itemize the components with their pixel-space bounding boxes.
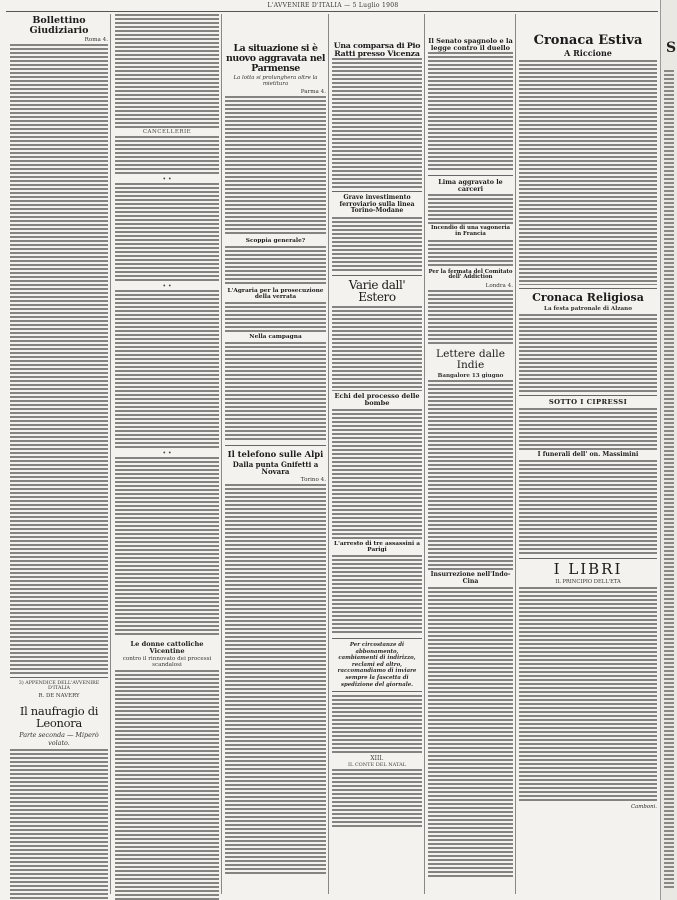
article-body (115, 183, 219, 283)
article-body (519, 587, 657, 802)
article-body (10, 44, 108, 674)
headline-cronaca-religiosa: Cronaca Religiosa (532, 291, 644, 305)
article-body (225, 302, 326, 332)
subhead-bombe: Echi del processo delle bombe (334, 392, 420, 407)
column-rule (110, 14, 111, 894)
separator (519, 395, 657, 396)
dateline: Roma 4. (84, 36, 108, 43)
article-body (332, 58, 422, 188)
article-body (332, 695, 422, 755)
headline-parmense: La situazione si è nuovo aggravata nel Parmense (226, 43, 325, 74)
subhead-incendio: Incendio di una vagoneria in Francia (431, 225, 510, 237)
subhead-donne-cattoliche: Le donne cattoliche Vicentine (130, 640, 204, 655)
headline-bollettino: Bollettino Giudiziario (29, 15, 89, 36)
subhead-funerali: I funerali dell' on. Massimini (537, 450, 639, 458)
headline-telefono: Il telefono sulle Alpi (227, 448, 324, 459)
issue-date: 5 Luglio 1908 (352, 2, 399, 9)
column-2 (115, 14, 219, 894)
column-3 (225, 14, 326, 894)
masthead-rule (6, 11, 658, 12)
column-rule (328, 14, 329, 894)
column-5 (428, 14, 513, 894)
story-subtitle: Parte seconda — Miperò volato. (19, 731, 99, 748)
paper-name: L'AVVENIRE D'ITALIA (267, 2, 342, 9)
signature: Camboni. (630, 803, 657, 810)
headline-sub: Dalla punta Gnifetti a Novara (232, 459, 319, 477)
headline-estero: Varie dall' Estero (348, 277, 406, 305)
article-body (428, 380, 513, 570)
column-rule (221, 14, 222, 894)
subhead-parigi: L'arresto di tre assassini a Parigi (334, 540, 420, 553)
separator (332, 191, 422, 192)
separator (10, 677, 108, 678)
article-body (332, 306, 422, 391)
dateline: Parma 4. (300, 88, 326, 95)
headline-indie: Lettere dalle Indie (436, 347, 505, 372)
separator (332, 638, 422, 639)
headline-sub: La lotta si prolunghera oltre la mietitura (233, 74, 318, 87)
headline-senato: Il Senato spagnolo e la legge contro il duello (428, 37, 513, 52)
article-body (115, 457, 219, 637)
separator (428, 175, 513, 176)
adjacent-page-glyph: S (666, 40, 677, 56)
dateline: Bangalore 13 giugno (437, 373, 504, 380)
ornament: • • (162, 450, 172, 457)
subhead-cipressi: SOTTO I CIPRESSI (548, 397, 628, 406)
article-body (428, 240, 513, 268)
article-body (428, 587, 513, 877)
article-body (519, 314, 657, 392)
article-body (115, 14, 219, 129)
article-body (428, 194, 513, 224)
author-name: R. DE NAVERY (38, 692, 80, 699)
separator (519, 558, 657, 559)
section-label: CANCELLERIE (142, 129, 192, 135)
article-body (519, 460, 657, 555)
article-body (115, 670, 219, 900)
article-body (225, 484, 326, 874)
ornament: • • (162, 176, 172, 183)
article-body (519, 60, 657, 285)
column-1 (10, 14, 108, 894)
article-body (225, 96, 326, 236)
subhead: Scoppia generale? (245, 237, 306, 244)
serial-number: XIII. (370, 755, 384, 763)
article-body (428, 290, 513, 345)
separator (519, 288, 657, 289)
article-body (332, 409, 422, 539)
article-body (332, 769, 422, 829)
column-6 (519, 14, 657, 894)
headline-sub: IL PRINCIPIO DELL'ETA (555, 578, 621, 585)
subscription-notice: Per circostanze di abbonamento, cambiamenti di indirizzo, reclami ed altro, raccomandiamo di inviare sempre la fascetta di spedizione del giornale. (337, 642, 417, 688)
dateline: Londra 4. (485, 282, 513, 289)
article-body (519, 408, 657, 450)
masthead-title: L'AVVENIRE D'ITALIA — 5 Luglio 1908 (267, 2, 399, 9)
subhead-indocina: Insurrezione nell'Indo-Cina (430, 571, 511, 585)
separator (332, 691, 422, 692)
subhead: Nella campagna (249, 333, 302, 340)
separator (332, 275, 422, 276)
column-rule (424, 14, 425, 894)
headline-sub: La festa patronale di Alzano (544, 305, 632, 312)
subhead-carcere: Lima aggravato le carceri (438, 177, 503, 193)
story-title: Il naufragio di Leonora (19, 703, 99, 730)
article-body (225, 246, 326, 286)
article-body (332, 555, 422, 635)
article-body (332, 217, 422, 272)
serial-title: IL CONTE DEL NATAL (347, 762, 407, 769)
subhead-ferroviario: Grave investimento ferroviario sulla linea Torino-Modane (339, 194, 415, 215)
adjacent-page-edge (660, 0, 677, 900)
story-body (10, 749, 108, 900)
appendix-label: 3) APPENDICE DELL'AVVENIRE D'ITALIA (18, 680, 100, 691)
separator (225, 445, 326, 446)
column-rule (515, 14, 516, 894)
headline-cronaca-estiva: Cronaca Estiva (533, 33, 643, 48)
subhead: L'Agraria per la prosecuzione della verrata (227, 287, 324, 300)
subhead-comitato: Per la fermata del Comitato dell' Addiction (428, 268, 513, 281)
subhead-sub: contro il rinnovato dei processi scandalosi (122, 655, 212, 668)
article-body (225, 342, 326, 442)
article-body (115, 136, 219, 176)
headline-pio-ratti: Una comparsa di Pio Ratti presso Vicenza (333, 41, 421, 59)
article-body (428, 52, 513, 172)
column-4 (332, 14, 422, 894)
headline-libri: I LIBRI (553, 560, 623, 579)
headline-sub: A Riccione (564, 47, 612, 58)
article-body (115, 290, 219, 450)
dateline: Torino 4. (300, 477, 326, 484)
ornament: • • (162, 283, 172, 290)
